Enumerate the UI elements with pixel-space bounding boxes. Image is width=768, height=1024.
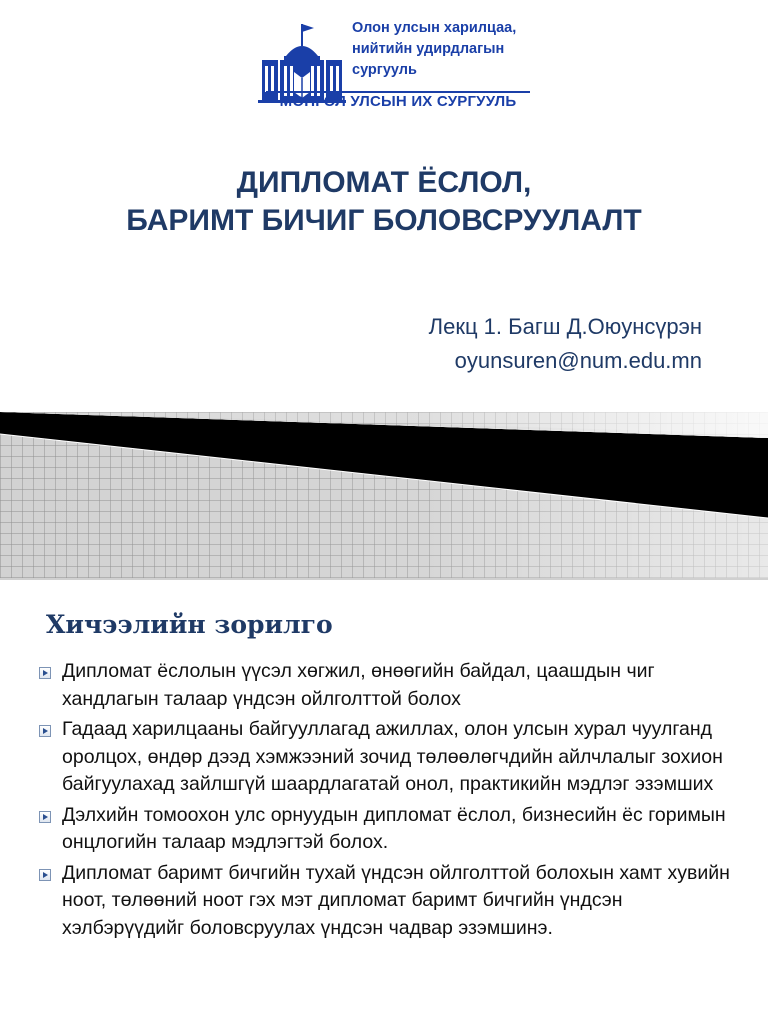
list-item	[32, 802, 746, 857]
school-name	[352, 18, 542, 81]
objectives-heading: Хичээлийн зорилго	[46, 610, 333, 639]
slide-title-line: БАРИМТ БИЧИГ БОЛОВСРУУЛАЛТ	[126, 204, 642, 237]
list-item-text: Дэлхийн томоохон улс орнуудын дипломат ёслол, бизнесийн ёс горимын онцлогийн талаар мэдлэгтэй болох.	[62, 803, 726, 853]
slide-title	[0, 164, 768, 240]
school-name-line: нийтийн удирдлагын	[352, 41, 505, 57]
university-name: МОНГОЛ УЛСЫН ИХ СУРГУУЛЬ	[266, 91, 530, 110]
objectives-slide	[0, 580, 768, 1024]
decorative-band	[0, 412, 768, 578]
lecture-info: Лекц 1. Багш Д.Оюунсүрэн	[428, 314, 702, 339]
author-email: oyunsuren@num.edu.mn	[454, 348, 702, 373]
slide-title-line: ДИПЛОМАТ ЁСЛОЛ,	[236, 166, 532, 199]
arrow-bullet-icon	[39, 725, 51, 737]
objectives-list	[32, 658, 746, 945]
list-item-text: Дипломат баримт бичгийн тухай үндсэн ойлголттой болохын хамт хувийн ноот, төлөөний ноот гэх мэт дипломат баримт бичгийн үндсэн хэлбэрүүдийг боловсруулах үндсэн чадвар эзэмшинэ.	[62, 861, 730, 939]
list-item-text: Гадаад харилцааны байгууллагад ажиллах, олон улсын хурал чуулганд оролцох, өндөр дээд хэмжээний зочид төлөөлөгчдийн айлчлалыг зохион байгуулахад зайлшгүй шаардлагатай онол, практикийн мэдлэг эзэмших	[62, 718, 723, 795]
school-name-line: Олон улсын харилцаа,	[352, 20, 517, 36]
list-item	[32, 860, 746, 943]
school-name-line: сургууль	[352, 62, 417, 78]
list-item	[32, 658, 746, 713]
arrow-bullet-icon	[39, 667, 51, 679]
arrow-bullet-icon	[39, 811, 51, 823]
arrow-bullet-icon	[39, 869, 51, 881]
list-item	[32, 716, 746, 799]
slide-subtitle	[429, 310, 702, 378]
list-item-text: Дипломат ёслолын үүсэл хөгжил, өнөөгийн байдал, цаашдын чиг хандлагын талаар үндсэн ойлголттой болох	[62, 660, 655, 710]
